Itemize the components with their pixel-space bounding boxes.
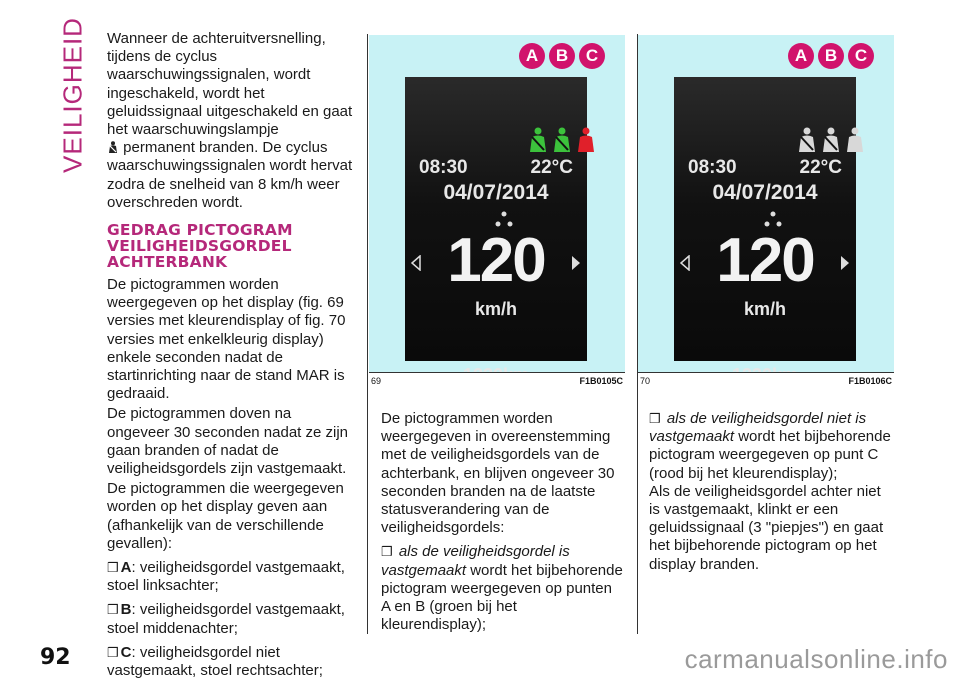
paragraph: De pictogrammen worden weergegeven in overeenstemming met de veiligheidsgordels van de achterbank, en blijven ongeveer 30 seconden branden na de laatste statusverandering van de veiligheidsgordels: xyxy=(381,410,615,537)
watermark: carmanualsonline.info xyxy=(684,644,948,674)
clock-time: 08:30 xyxy=(419,157,468,178)
list-item: ❒ C: veiligheidsgordel niet vastgemaakt, stoel rechtsachter; xyxy=(107,643,323,680)
figure-color-display xyxy=(369,35,625,391)
bullet-marker: ❒ xyxy=(107,602,119,618)
figure-code: F1B0106C xyxy=(848,376,892,386)
bullet-marker: ❒ xyxy=(381,544,393,560)
instrument-display xyxy=(405,77,587,361)
text-column-3 xyxy=(649,410,894,576)
paragraph: De pictogrammen worden weergegeven op het display (fig. 69 versies met kleurendisplay of fig. 70 versies met enkelkleurig display) enkele seconden nadat de startinrichting naar de stand MAR is gedraaid. xyxy=(107,276,346,403)
paragraph: De pictogrammen die weergegeven worden op het display geven aan (afhankelijk van de verschillende gevallen): xyxy=(107,480,344,552)
label-badge-c: C xyxy=(848,43,874,69)
label-badge-a: A xyxy=(788,43,814,69)
instrument-display xyxy=(674,77,856,361)
figure-code: F1B0105C xyxy=(579,376,623,386)
seatbelt-warning-icon xyxy=(107,141,119,154)
display-date: 04/07/2014 xyxy=(712,181,818,204)
section-heading: GEDRAG PICTOGRAM VEILIGHEIDSGORDEL ACHTERBANK xyxy=(107,221,293,272)
figure-caption-bar xyxy=(369,372,625,391)
list-item: ❒ B: veiligheidsgordel vastgemaakt, stoel middenachter; xyxy=(107,601,345,637)
list-item: ❒ A: veiligheidsgordel vastgemaakt, stoel linksachter; xyxy=(107,559,345,595)
speed-unit: km/h xyxy=(474,299,517,319)
label-badge-b: B xyxy=(549,43,575,69)
label-badge-a: A xyxy=(519,43,545,69)
display-date: 04/07/2014 xyxy=(443,181,549,204)
label-badge-c: C xyxy=(579,43,605,69)
outside-temperature: 22°C xyxy=(530,157,573,178)
paragraph: De pictogrammen doven na ongeveer 30 seconden nadat ze zijn gaan branden of nadat de veiligheidsgordels zijn vastgemaakt. xyxy=(107,405,349,478)
paragraph: Als de veiligheidsgordel achter niet is vastgemaakt, klinkt er een geluidssignaal (3 "piepjes") en gaat het bijbehorende pictogram op het display branden. xyxy=(649,482,884,573)
figure-number: 70 xyxy=(640,376,651,386)
figure-caption-bar xyxy=(638,372,894,391)
section-title: VEILIGHEID xyxy=(57,17,88,173)
list-item: ❒ als de veiligheidsgordel niet is vastgemaakt wordt het bijbehorende pictogram weergegeven op punt C (rood bij het kleurendisplay); xyxy=(649,410,891,482)
seatbelt-icon-b xyxy=(820,127,842,153)
seatbelt-icon-c xyxy=(844,127,866,153)
speed-unit: km/h xyxy=(743,299,786,319)
section-side-tab xyxy=(57,17,88,173)
page-number: 92 xyxy=(40,645,71,670)
bullet-marker: ❒ xyxy=(107,560,119,576)
seatbelt-icon-a xyxy=(796,127,818,153)
figure-number: 69 xyxy=(371,376,382,386)
seatbelt-icon-a xyxy=(527,127,549,153)
outside-temperature: 22°C xyxy=(799,157,842,178)
list-item: ❒ als de veiligheidsgordel is vastgemaakt wordt het bijbehorende pictogram weergegeven op punten A en B (groen bij het kleurendisplay); xyxy=(381,543,623,634)
text-column-1 xyxy=(107,30,354,680)
bullet-marker: ❒ xyxy=(649,411,661,426)
figure-monochrome-display xyxy=(638,35,894,391)
text-column-2 xyxy=(381,410,624,634)
seatbelt-icon-b xyxy=(551,127,573,153)
clock-time: 08:30 xyxy=(688,157,737,178)
intro-paragraph: Wanneer de achteruitversnelling, tijdens de cyclus waarschuwingssignalen, wordt ingeschakeld, wordt het geluidssignaal uitgeschakeld en gaat het waarschuwingslampje permanent branden. De cyclus waarschuwingssignalen wordt hervat zodra de snelheid van 8 km/h weer overschreden wordt. xyxy=(107,30,353,211)
column-divider xyxy=(367,34,368,634)
speed-value: 120 xyxy=(447,226,545,295)
label-badge-b: B xyxy=(818,43,844,69)
seatbelt-icon-c xyxy=(575,127,597,153)
bullet-marker: ❒ xyxy=(107,644,119,660)
speed-value: 120 xyxy=(716,226,814,295)
